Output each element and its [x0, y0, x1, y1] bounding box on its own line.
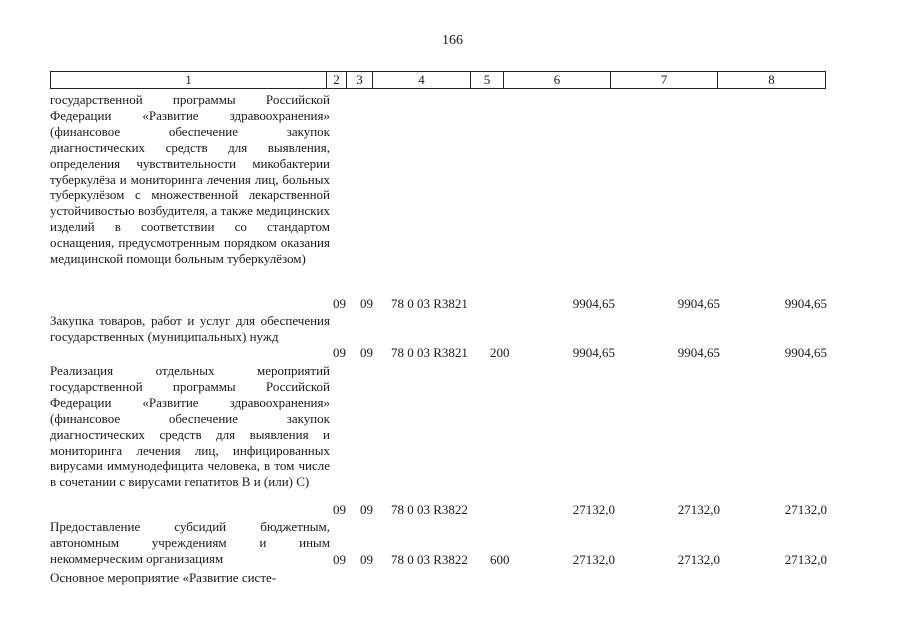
cell-col-3: 09	[360, 502, 373, 517]
cell-col-7: 9904,65	[677, 345, 720, 360]
header-col-5: 5	[471, 72, 504, 88]
table-row	[0, 552, 905, 568]
header-col-2: 2	[327, 72, 347, 88]
cell-col-8: 9904,65	[784, 296, 827, 311]
cell-col-8: 27132,0	[784, 502, 827, 517]
row-description: Закупка товаров, работ и услуг для обеспечения государственных (муниципальных) нужд	[50, 313, 330, 344]
row-description: Реализация отдельных мероприятий государственной программы Российской Федерации «Развитие здравоохранения» (финансовое обеспечение закупок диагностических средств для выявления и мониторинга лечения лиц, инфицированных вирусами иммунодефицита человека, в том числе в сочетании с вирусами гепатитов B и (или) C)	[50, 363, 330, 490]
cell-col-2: 09	[333, 552, 346, 567]
cell-col-7: 27132,0	[677, 552, 720, 567]
cell-col-2: 09	[333, 296, 346, 311]
header-col-6: 6	[504, 72, 611, 88]
table-header-row	[50, 71, 826, 89]
cell-col-5: 200	[490, 345, 510, 360]
cell-col-2: 09	[333, 502, 346, 517]
header-col-8: 8	[718, 72, 826, 88]
cell-col-6: 27132,0	[572, 502, 615, 517]
table-row	[0, 345, 905, 361]
cell-col-8: 27132,0	[784, 552, 827, 567]
cell-col-8: 9904,65	[784, 345, 827, 360]
cell-col-3: 09	[360, 345, 373, 360]
table-row	[0, 502, 905, 518]
cell-col-6: 9904,65	[572, 296, 615, 311]
cell-col-2: 09	[333, 345, 346, 360]
table-row	[0, 296, 905, 312]
cell-col-7: 27132,0	[677, 502, 720, 517]
header-col-7: 7	[611, 72, 718, 88]
cell-col-4: 78 0 03 R3822	[391, 552, 468, 567]
cell-col-4: 78 0 03 R3822	[391, 502, 468, 517]
cell-col-3: 09	[360, 296, 373, 311]
cell-col-5: 600	[490, 552, 510, 567]
header-col-1: 1	[51, 72, 327, 88]
cell-col-3: 09	[360, 552, 373, 567]
row-description: Основное мероприятие «Развитие систе-	[50, 570, 277, 585]
cell-col-7: 9904,65	[677, 296, 720, 311]
page-number: 166	[442, 33, 463, 48]
cell-col-4: 78 0 03 R3821	[391, 296, 468, 311]
header-col-3: 3	[347, 72, 373, 88]
row-description: государственной программы Российской Федерации «Развитие здравоохранения» (финансовое обеспечение закупок диагностических средств для выявления, определения чувствительности микобактерии туберкулёза и мониторинга лечения лиц, больных туберкулёзом с множественной лекарственной устойчивостью возбудителя, а также медицинских изделий в соответствии со стандартом оснащения, предусмотренным порядком оказания медицинской помощи больным туберкулёзом)	[50, 92, 331, 267]
cell-col-6: 9904,65	[572, 345, 615, 360]
header-col-4: 4	[373, 72, 471, 88]
row-description: Предоставление субсидий бюджетным, автономным учреждениям и иным некоммерческим организациям	[50, 519, 330, 566]
cell-col-4: 78 0 03 R3821	[391, 345, 468, 360]
cell-col-6: 27132,0	[572, 552, 615, 567]
